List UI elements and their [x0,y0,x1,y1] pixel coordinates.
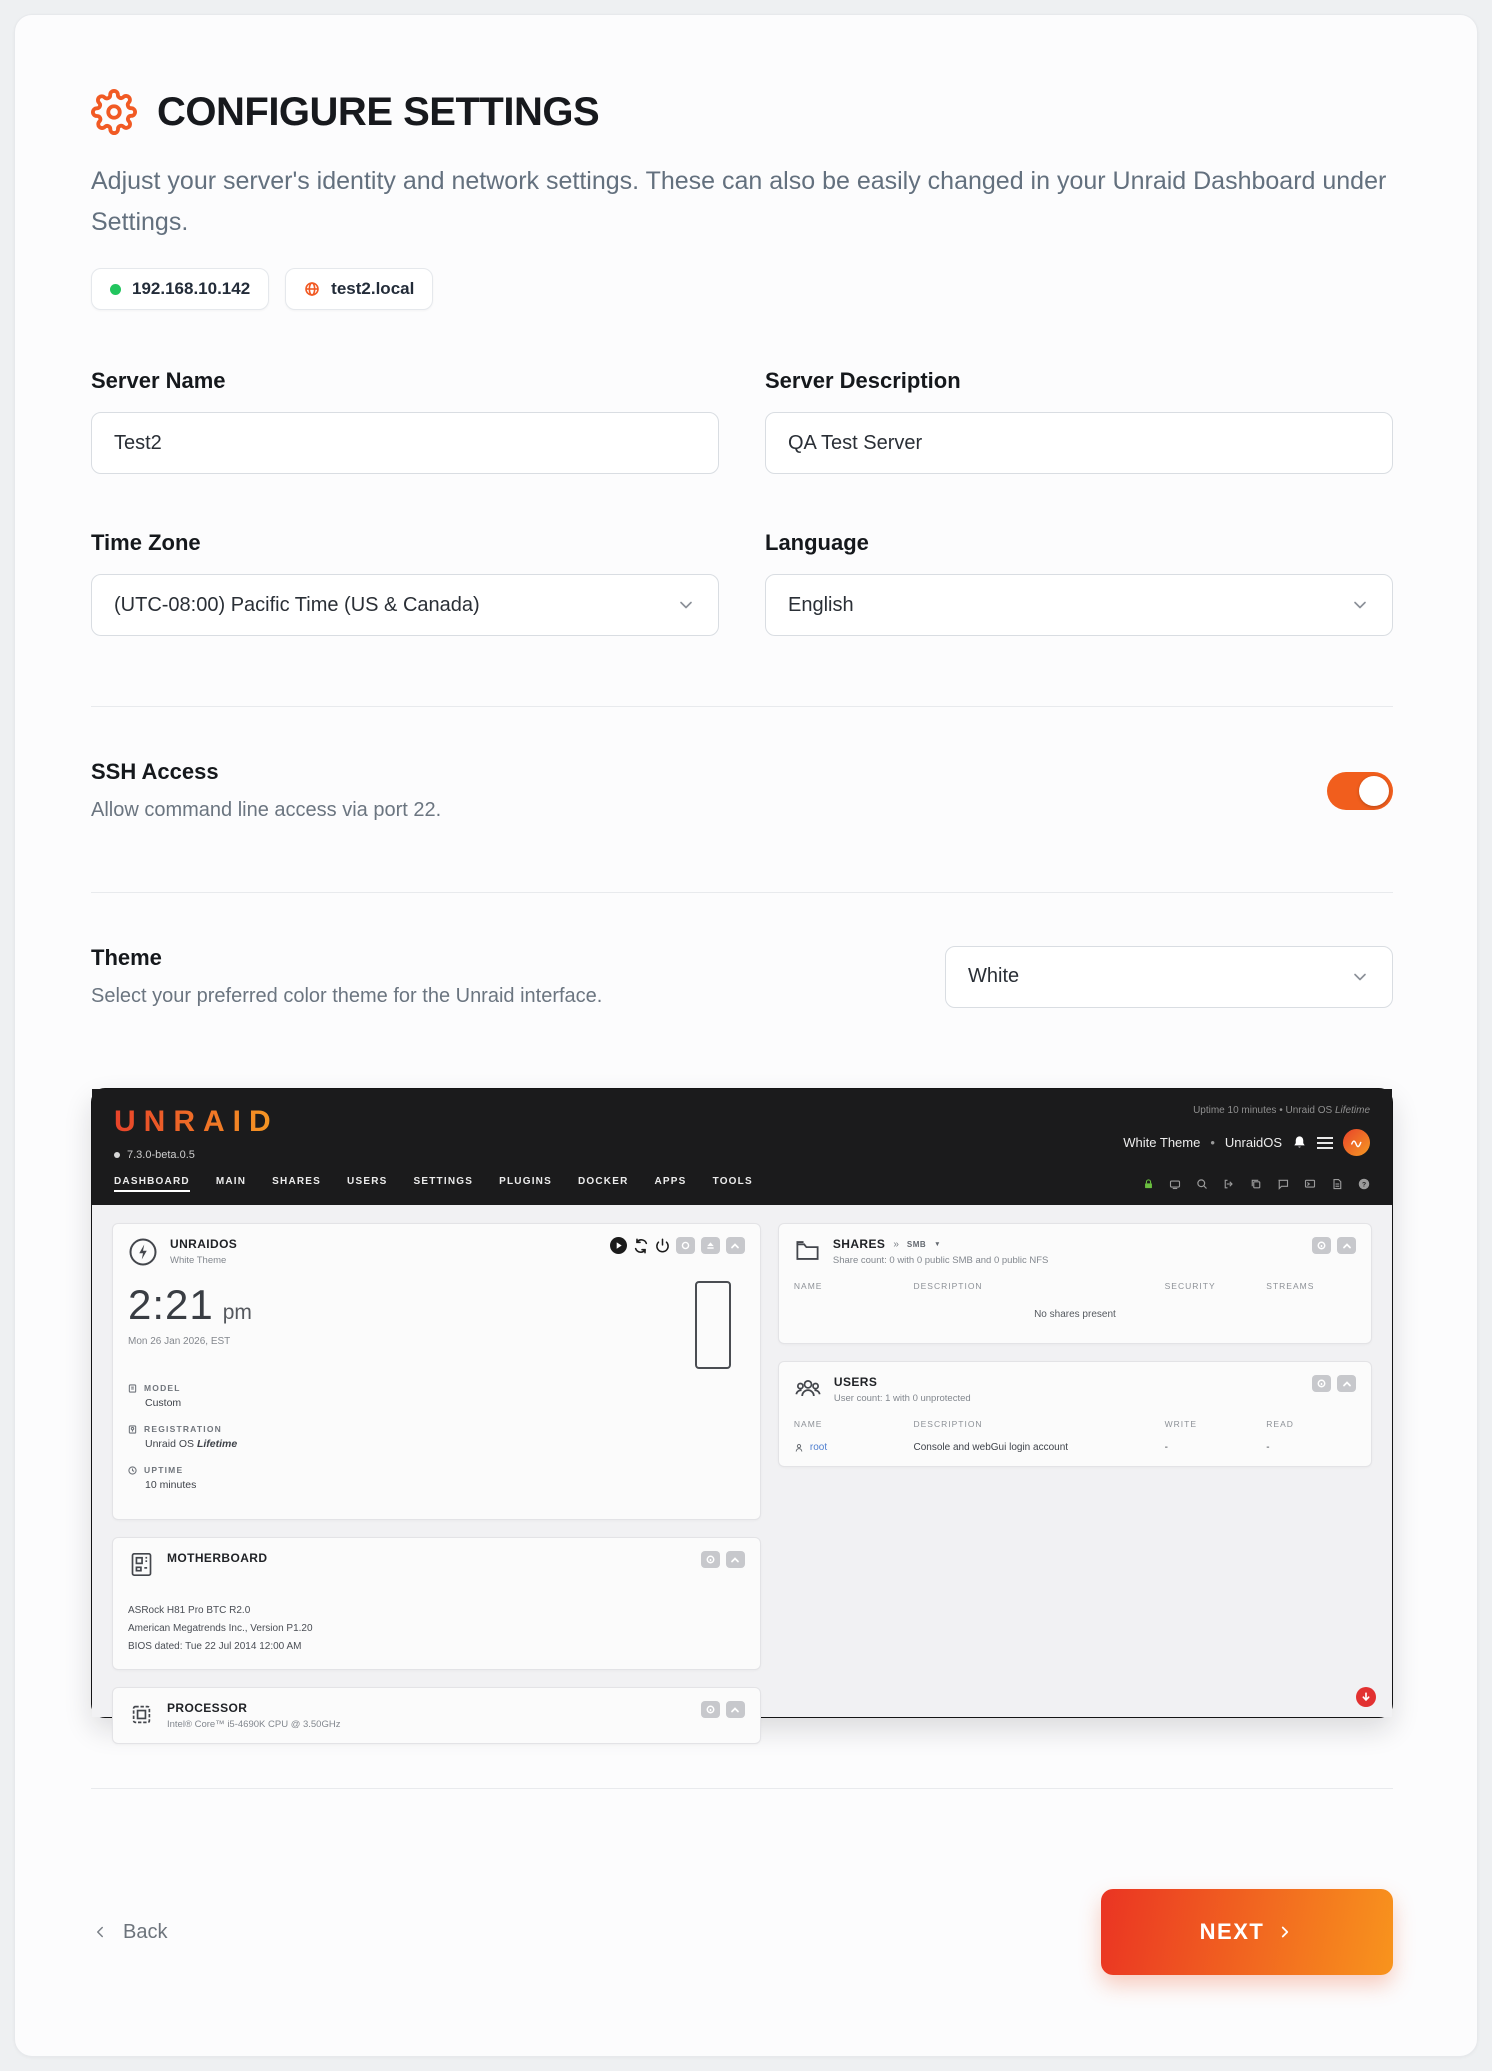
bell-icon [1292,1135,1307,1150]
hostname-text: test2.local [331,279,415,298]
page-header [91,89,1393,135]
signout-icon [1223,1178,1235,1190]
preview-header [92,1089,1392,1205]
time-zone-value: (UTC-08:00) Pacific Time (US & Canada) [114,593,480,616]
ssh-access-row [91,759,1393,822]
detail-button [1312,1237,1331,1254]
nav-item-shares: SHARES [272,1176,322,1187]
detail-button [701,1551,720,1568]
nav-item-main: MAIN [215,1176,247,1187]
account-name-text: UnraidOS [1224,1135,1282,1150]
eject-button [701,1237,720,1254]
copy-icon [1250,1178,1262,1190]
chevron-up-icon [1342,1379,1352,1389]
model-icon [128,1384,137,1393]
avatar-swoosh-icon [1349,1135,1364,1150]
shares-tile-actions [1312,1237,1356,1254]
unraidos-tile-title: UNRAIDOS [170,1237,238,1251]
next-label: NEXT [1199,1919,1265,1944]
user-write-cell: - [1164,1442,1168,1453]
shares-col-description: DESCRIPTION [913,1281,983,1291]
ssh-access-description: Allow command line access via port 22. [91,799,442,821]
uptime-value: 10 minutes [145,1479,197,1491]
dashboard-theme-preview [91,1088,1393,1730]
motherboard-details [128,1602,745,1656]
ip-address-text: 192.168.10.142 [132,279,251,298]
scroll-down-indicator [1356,1687,1376,1707]
shares-tile-title: SHARES [832,1237,886,1251]
chevron-left-icon [91,1923,109,1941]
theme-text [91,945,602,1008]
page-description: Adjust your server's identity and network settings. These can also be easily changed in your Unraid Dashboard under Settings. [91,167,1387,236]
nav-item-users: USERS [347,1176,388,1187]
section-divider [91,1788,1393,1789]
menu-icon [1317,1137,1333,1149]
processor-tile-actions [701,1701,745,1718]
chevron-up-icon [730,1555,740,1565]
theme-select[interactable] [945,946,1393,1008]
play-icon [610,1237,627,1254]
unraidos-tile-subtitle: White Theme [170,1255,227,1266]
server-badges [91,268,1393,310]
nav-items [114,1176,753,1192]
account-row [1123,1129,1370,1156]
motherboard-tile-actions [701,1551,745,1568]
registration-label: REGISTRATION [144,1424,222,1434]
users-col-write: WRITE [1164,1419,1198,1429]
power-icon [655,1238,670,1253]
globe-icon [304,281,320,297]
users-table-header [794,1419,1356,1429]
users-col-name: NAME [793,1419,823,1429]
toggle-knob [1359,776,1389,806]
preview-dashboard-content [92,1205,1392,1730]
shares-tile-subtitle: Share count: 0 with 0 public SMB and 0 public NFS [832,1255,1049,1266]
users-table-row [794,1442,1356,1453]
shares-col-name: NAME [793,1281,823,1291]
motherboard-line: American Megatrends Inc., Version P1.20 [128,1623,313,1634]
chevron-right-icon [1276,1923,1294,1941]
users-tile [778,1361,1372,1467]
notes-icon [1331,1178,1343,1190]
system-info-list [128,1383,745,1491]
info-icon [1317,1241,1326,1250]
registration-icon [128,1425,137,1434]
chevron-down-icon [676,595,696,615]
dashboard-left-column [112,1223,761,1744]
language-select[interactable] [765,574,1393,636]
chevron-down-icon [1350,967,1370,987]
configure-settings-card [14,14,1478,2057]
theme-row [91,945,1393,1008]
section-divider [91,892,1393,893]
users-col-description: DESCRIPTION [913,1419,983,1429]
server-description-field-group [765,368,1393,474]
shares-col-security: SECURITY [1164,1281,1216,1291]
arrow-down-icon [1361,1692,1371,1702]
ssh-access-text [91,759,441,822]
ip-address-badge [91,268,269,310]
user-description-cell: Console and webGui login account [913,1442,1069,1453]
folder-icon [794,1237,821,1264]
model-info [128,1383,745,1409]
detail-button [1312,1375,1331,1392]
registration-value-text: Unraid OS [145,1438,195,1450]
unraid-logo: UNRAID [114,1105,279,1138]
next-button[interactable] [1101,1889,1393,1975]
back-button[interactable] [91,1921,167,1944]
info-icon [706,1705,715,1714]
nav-item-settings: SETTINGS [413,1176,474,1187]
svg-text:?: ? [1361,1181,1367,1189]
server-description-input[interactable] [765,412,1393,474]
server-case-icon [695,1281,731,1369]
dot-separator: • [1279,1105,1283,1116]
chevron-up-icon [1342,1241,1352,1251]
online-status-icon [110,284,121,295]
version-text: 7.3.0-beta.0.5 [127,1149,195,1161]
language-value: English [788,593,854,616]
hostname-badge [285,268,433,310]
clock-block [128,1281,745,1369]
users-col-read: READ [1266,1419,1294,1429]
shares-table-header [794,1281,1356,1291]
chevron-down-icon [1350,595,1370,615]
language-field-group [765,530,1393,636]
nav-item-dashboard: DASHBOARD [114,1176,190,1192]
help-icon [1358,1178,1370,1190]
settings-form [91,368,1393,636]
shares-tile-titles [833,1237,1048,1266]
shares-col-streams: STREAMS [1266,1281,1315,1291]
chat-icon [1277,1178,1289,1190]
time-zone-field-group [91,530,719,636]
eject-icon [706,1241,715,1250]
detail-button [701,1701,720,1718]
model-label: MODEL [144,1383,181,1393]
unraidos-tile [112,1223,761,1520]
clock-date: Mon 26 Jan 2026, EST [128,1336,231,1347]
search-icon [1196,1178,1208,1190]
users-tile-titles [834,1375,971,1404]
user-name-cell [794,1442,914,1453]
filter-caret-icon: ▼ [934,1240,941,1248]
server-name-label: Server Name [91,368,226,393]
motherboard-line: BIOS dated: Tue 22 Jul 2014 12:00 AM [128,1641,302,1652]
license-emphasis: Lifetime [1334,1105,1370,1116]
breadcrumb-chevron: » [893,1238,899,1250]
processor-tile [112,1687,761,1744]
unraid-avatar [1343,1129,1370,1156]
time-zone-select[interactable] [91,574,719,636]
users-group-icon [794,1375,822,1403]
wizard-footer [91,1859,1393,2015]
dot-separator: • [1210,1135,1215,1150]
registration-value [145,1438,745,1450]
uptime-clock-icon [128,1466,137,1475]
theme-name-text: White Theme [1123,1135,1201,1150]
users-tile-actions [1312,1375,1356,1392]
nav-item-docker: DOCKER [577,1176,629,1187]
bolt-circle-icon [128,1237,158,1267]
lock-icon [1143,1178,1154,1190]
motherboard-line: ASRock H81 Pro BTC R2.0 [128,1605,251,1616]
circle-icon [681,1241,690,1250]
server-name-field-group [91,368,719,474]
clock-meridiem: pm [222,1301,252,1324]
nav-toolbar [1143,1178,1370,1190]
model-value: Custom [145,1397,182,1409]
uptime-info [128,1465,745,1491]
theme-value: White [968,965,1020,987]
uptime-label: UPTIME [144,1465,184,1475]
motherboard-tile-title: MOTHERBOARD [167,1551,268,1565]
info-icon [706,1555,715,1564]
chevron-up-icon [730,1705,740,1715]
page-title: CONFIGURE SETTINGS [157,89,600,134]
cast-icon [1169,1178,1181,1190]
cpu-icon [128,1701,155,1728]
server-name-input[interactable] [91,412,719,474]
time-zone-label: Time Zone [91,530,201,555]
version-row [114,1149,279,1161]
processor-tile-subtitle: Intel® Core™ i5-4690K CPU @ 3.50GHz [167,1719,341,1730]
shares-tile [778,1223,1372,1344]
language-label: Language [765,530,869,555]
refresh-icon [633,1238,649,1254]
collapse-button [726,1701,745,1718]
shares-empty-state: No shares present [1034,1309,1116,1320]
nav-item-plugins: PLUGINS [499,1176,552,1187]
gear-icon [91,89,137,135]
theme-description: Select your preferred color theme for the Unraid interface. [91,985,603,1007]
users-tile-title: USERS [833,1375,878,1389]
theme-label: Theme [91,945,162,970]
unraidos-tile-titles [170,1237,237,1266]
license-text: Unraid OS [1285,1105,1333,1116]
uptime-text: Uptime 10 minutes [1193,1105,1277,1116]
ssh-access-label: SSH Access [91,759,219,784]
registration-info [128,1424,745,1450]
user-name-link: root [809,1442,828,1453]
ssh-access-toggle[interactable] [1327,772,1393,810]
dashboard-right-column [778,1223,1372,1467]
person-icon [794,1443,804,1453]
collapse-button [1337,1237,1356,1254]
preview-nav [114,1176,1370,1205]
motherboard-tile [112,1537,761,1670]
clock-time: 2:21 [128,1281,214,1328]
detail-button [676,1237,695,1254]
collapse-button [726,1237,745,1254]
preview-header-right [1123,1105,1370,1156]
unraidos-tile-actions [610,1237,745,1254]
user-read-cell: - [1266,1442,1270,1453]
uptime-license-line [1123,1105,1370,1116]
nav-item-apps: APPS [654,1176,687,1187]
collapse-button [726,1551,745,1568]
server-description-label: Server Description [765,368,961,393]
section-divider [91,706,1393,707]
motherboard-icon [128,1551,155,1578]
preview-brand [114,1105,279,1161]
processor-tile-titles [167,1701,340,1730]
nav-item-tools: TOOLS [712,1176,753,1187]
users-tile-subtitle: User count: 1 with 0 unprotected [833,1393,971,1404]
shares-filter-value: SMB [906,1239,927,1249]
registration-emphasis-text: Lifetime [196,1438,238,1450]
version-dot-icon [114,1152,120,1158]
chevron-up-icon [730,1241,740,1251]
back-label: Back [123,1920,168,1943]
collapse-button [1337,1375,1356,1392]
terminal-icon [1304,1178,1316,1190]
processor-tile-title: PROCESSOR [167,1701,248,1715]
info-icon [1317,1379,1326,1388]
